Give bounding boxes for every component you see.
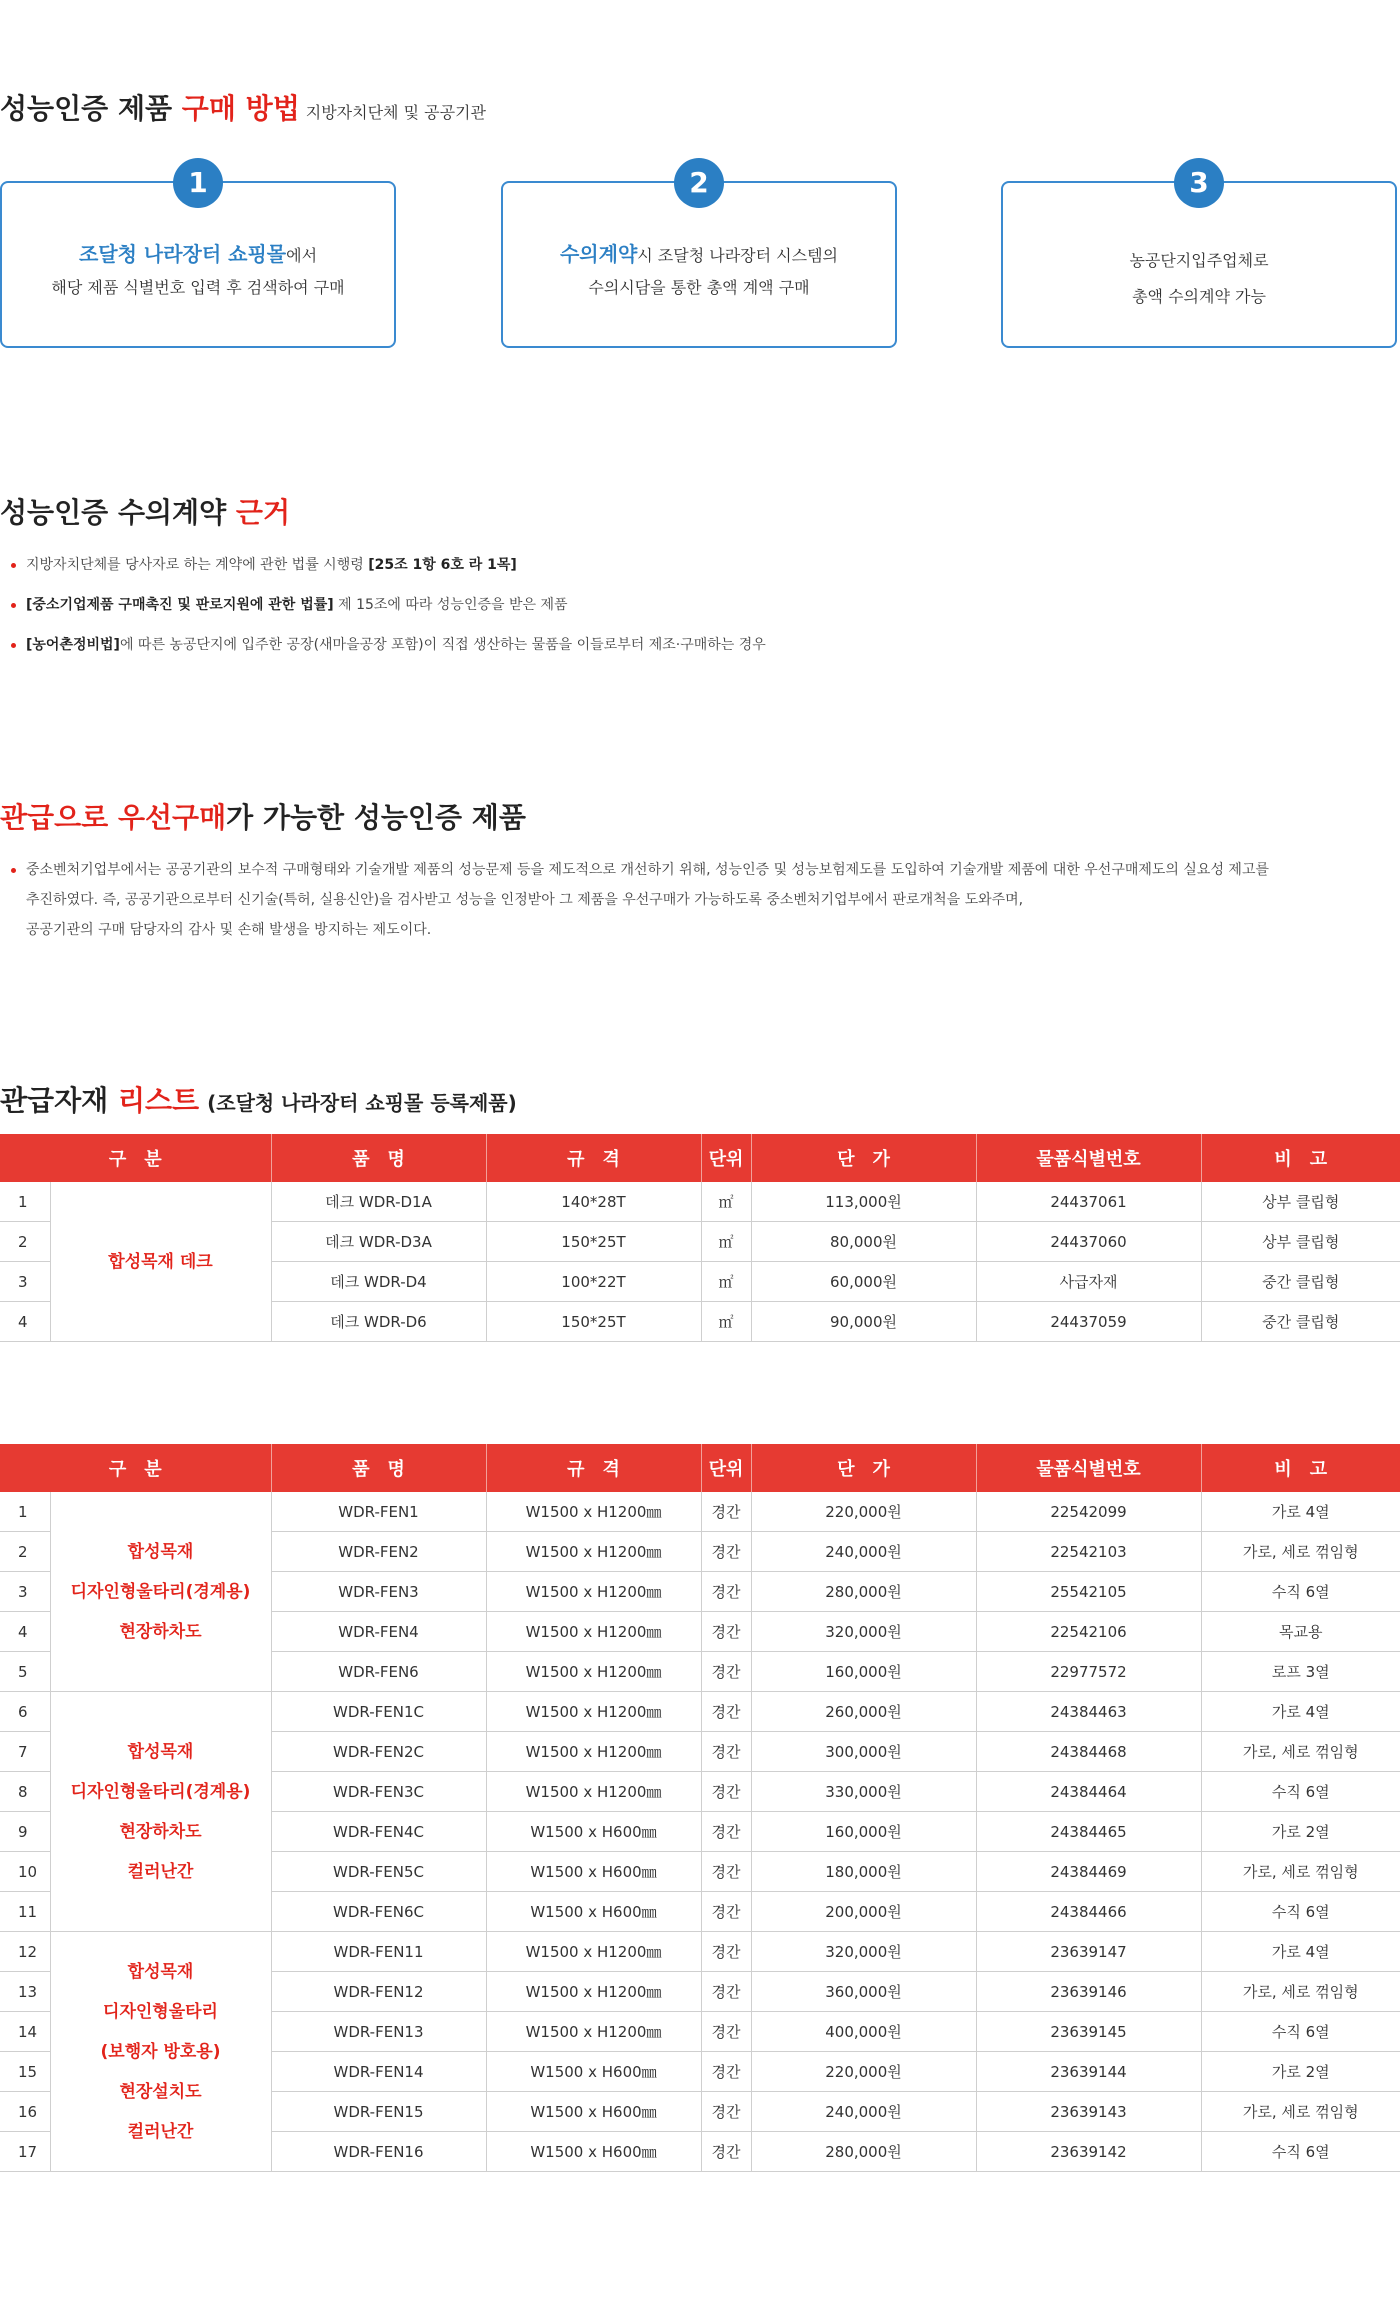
row-number: 17 xyxy=(0,2132,50,2172)
row-number: 10 xyxy=(0,1852,50,1892)
row-number: 3 xyxy=(0,1572,50,1612)
product-name-cell: WDR-FEN1 xyxy=(271,1492,486,1532)
unit-cell: 경간 xyxy=(701,1932,751,1972)
price-cell: 60,000원 xyxy=(751,1262,976,1302)
step-highlight: 수의계약 xyxy=(559,242,638,266)
price-cell: 160,000원 xyxy=(751,1812,976,1852)
note-cell: 가로, 세로 꺾임형 xyxy=(1201,1852,1400,1892)
deck-price-table xyxy=(0,1134,1400,1342)
category-label-line: 디자인형울타리 xyxy=(103,2001,218,2022)
product-name-cell: 데크 WDR-D1A xyxy=(271,1182,486,1222)
note-cell: 상부 클립형 xyxy=(1201,1182,1400,1222)
note-cell: 로프 3열 xyxy=(1201,1652,1400,1692)
unit-cell: 경간 xyxy=(701,1812,751,1852)
note-cell: 가로 2열 xyxy=(1201,2052,1400,2092)
note-cell: 중간 클립형 xyxy=(1201,1302,1400,1342)
spec-cell: 100*22T xyxy=(486,1262,701,1302)
unit-cell: 경간 xyxy=(701,1732,751,1772)
column-header: 단위 xyxy=(701,1444,751,1492)
step-number-badge: 2 xyxy=(674,158,724,208)
price-cell: 360,000원 xyxy=(751,1972,976,2012)
unit-cell: 경간 xyxy=(701,1692,751,1732)
row-number: 2 xyxy=(0,1532,50,1572)
priority-purchase-description: 중소벤처기업부에서는 공공기관의 보수적 구매형태와 기술개발 제품의 성능문제 등을 제도적으로 개선하기 위해, 성능인증 및 성능보험제도를 도입하여 기술개발 제품에 대한 우선구매제도의 실요성 제고를 추진하였다. 즉, 공공기관으로부터 신기술(특허, 실용신안)을 검사받고 성능을 인정받아 그 제품을 우선구매가 가능하도록 중소벤처기업부에서 판로개척을 도와주며, 공공기관의 구매 담당자의 감사 및 손해 발생을 방지하는 제도이다. xyxy=(0,855,1400,945)
step-number-badge: 3 xyxy=(1174,158,1224,208)
product-name-cell: WDR-FEN2C xyxy=(271,1732,486,1772)
row-number: 16 xyxy=(0,2092,50,2132)
spec-cell: W1500 x H1200㎜ xyxy=(486,1612,701,1652)
item-id-cell: 24437060 xyxy=(976,1222,1201,1262)
item-id-cell: 23639147 xyxy=(976,1932,1201,1972)
item-id-cell: 사급자재 xyxy=(976,1262,1201,1302)
product-name-cell: WDR-FEN13 xyxy=(271,2012,486,2052)
unit-cell: ㎡ xyxy=(701,1262,751,1302)
spec-cell: W1500 x H600㎜ xyxy=(486,1852,701,1892)
fence-price-table xyxy=(0,1444,1400,2172)
note-cell: 가로, 세로 꺾임형 xyxy=(1201,1532,1400,1572)
category-cell xyxy=(50,1932,271,2172)
product-name-cell: WDR-FEN6 xyxy=(271,1652,486,1692)
table-row xyxy=(0,1492,1400,1532)
unit-cell: ㎡ xyxy=(701,1222,751,1262)
item-id-cell: 24384464 xyxy=(976,1772,1201,1812)
category-cell xyxy=(50,1182,271,1342)
item-id-cell: 23639145 xyxy=(976,2012,1201,2052)
item-id-cell: 25542105 xyxy=(976,1572,1201,1612)
category-label-line: 합성목재 xyxy=(127,1741,194,1762)
column-header: 규 격 xyxy=(486,1444,701,1492)
material-list-title: 관급자재 리스트 (조달청 나라장터 쇼핑몰 등록제품) xyxy=(0,1084,517,1117)
step-card-3 xyxy=(1001,166,1397,348)
note-cell: 수직 6열 xyxy=(1201,1892,1400,1932)
unit-cell: 경간 xyxy=(701,2052,751,2092)
row-number: 14 xyxy=(0,2012,50,2052)
category-label-line: 합성목재 데크 xyxy=(108,1251,213,1272)
item-id-cell: 24437061 xyxy=(976,1182,1201,1222)
note-cell: 가로 4열 xyxy=(1201,1492,1400,1532)
category-cell xyxy=(50,1692,271,1932)
unit-cell: 경간 xyxy=(701,2132,751,2172)
purchase-method-subtitle: 지방자치단체 및 공공기관 xyxy=(305,103,486,122)
row-number: 1 xyxy=(0,1492,50,1532)
note-cell: 가로, 세로 꺾임형 xyxy=(1201,2092,1400,2132)
column-header: 비 고 xyxy=(1201,1444,1400,1492)
item-id-cell: 23639143 xyxy=(976,2092,1201,2132)
note-cell: 목교용 xyxy=(1201,1612,1400,1652)
column-header: 단 가 xyxy=(751,1134,976,1182)
table-row xyxy=(0,1182,1400,1222)
column-header: 비 고 xyxy=(1201,1134,1400,1182)
note-cell: 수직 6열 xyxy=(1201,1572,1400,1612)
price-cell: 280,000원 xyxy=(751,2132,976,2172)
price-cell: 200,000원 xyxy=(751,1892,976,1932)
spec-cell: W1500 x H1200㎜ xyxy=(486,1932,701,1972)
item-id-cell: 22542106 xyxy=(976,1612,1201,1652)
unit-cell: 경간 xyxy=(701,1972,751,2012)
spec-cell: W1500 x H1200㎜ xyxy=(486,1532,701,1572)
spec-cell: W1500 x H1200㎜ xyxy=(486,1972,701,2012)
unit-cell: 경간 xyxy=(701,1852,751,1892)
contract-basis-title: 성능인증 수의계약 근거 xyxy=(0,496,290,529)
spec-cell: W1500 x H1200㎜ xyxy=(486,1692,701,1732)
table-header-row xyxy=(0,1444,1400,1492)
row-number: 11 xyxy=(0,1892,50,1932)
unit-cell: ㎡ xyxy=(701,1182,751,1222)
spec-cell: W1500 x H600㎜ xyxy=(486,1892,701,1932)
product-name-cell: WDR-FEN4 xyxy=(271,1612,486,1652)
price-cell: 113,000원 xyxy=(751,1182,976,1222)
product-name-cell: WDR-FEN6C xyxy=(271,1892,486,1932)
price-cell: 80,000원 xyxy=(751,1222,976,1262)
spec-cell: W1500 x H1200㎜ xyxy=(486,1772,701,1812)
item-id-cell: 23639146 xyxy=(976,1972,1201,2012)
product-name-cell: WDR-FEN3 xyxy=(271,1572,486,1612)
category-label-line: 디자인형울타리(경계용) xyxy=(70,1781,251,1802)
row-number: 5 xyxy=(0,1652,50,1692)
item-id-cell: 24437059 xyxy=(976,1302,1201,1342)
note-cell: 수직 6열 xyxy=(1201,2132,1400,2172)
product-name-cell: 데크 WDR-D3A xyxy=(271,1222,486,1262)
item-id-cell: 24384465 xyxy=(976,1812,1201,1852)
note-cell: 가로 2열 xyxy=(1201,1812,1400,1852)
row-number: 13 xyxy=(0,1972,50,2012)
spec-cell: W1500 x H1200㎜ xyxy=(486,1732,701,1772)
spec-cell: W1500 x H600㎜ xyxy=(486,1812,701,1852)
category-label-line: 디자인형울타리(경계용) xyxy=(70,1581,251,1602)
spec-cell: 140*28T xyxy=(486,1182,701,1222)
item-id-cell: 24384469 xyxy=(976,1852,1201,1892)
step-description: 수의계약시 조달청 나라장터 시스템의 수의시담을 통한 총액 계액 구매 xyxy=(559,242,838,297)
category-label-line: 현장하차도 xyxy=(119,1821,202,1842)
product-name-cell: WDR-FEN5C xyxy=(271,1852,486,1892)
spec-cell: 150*25T xyxy=(486,1302,701,1342)
product-name-cell: WDR-FEN15 xyxy=(271,2092,486,2132)
item-id-cell: 24384466 xyxy=(976,1892,1201,1932)
row-number: 7 xyxy=(0,1732,50,1772)
unit-cell: 경간 xyxy=(701,2092,751,2132)
unit-cell: 경간 xyxy=(701,2012,751,2052)
price-cell: 280,000원 xyxy=(751,1572,976,1612)
contract-basis-list xyxy=(0,555,1400,675)
unit-cell: 경간 xyxy=(701,1492,751,1532)
column-header: 물품식별번호 xyxy=(976,1134,1201,1182)
spec-cell: 150*25T xyxy=(486,1222,701,1262)
item-id-cell: 23639144 xyxy=(976,2052,1201,2092)
priority-purchase-title: 관급으로 우선구매가 가능한 성능인증 제품 xyxy=(0,801,526,834)
product-name-cell: WDR-FEN4C xyxy=(271,1812,486,1852)
spec-cell: W1500 x H1200㎜ xyxy=(486,2012,701,2052)
spec-cell: W1500 x H1200㎜ xyxy=(486,1572,701,1612)
column-header: 물품식별번호 xyxy=(976,1444,1201,1492)
product-name-cell: WDR-FEN2 xyxy=(271,1532,486,1572)
list-item: [중소기업제품 구매촉진 및 판로지원에 관한 법률] 제 15조에 따라 성능인증을 받은 제품 xyxy=(0,595,1400,615)
column-header: 단위 xyxy=(701,1134,751,1182)
item-id-cell: 24384463 xyxy=(976,1692,1201,1732)
material-list-subtitle: (조달청 나라장터 쇼핑몰 등록제품) xyxy=(207,1091,517,1115)
unit-cell: 경간 xyxy=(701,1532,751,1572)
column-header: 단 가 xyxy=(751,1444,976,1492)
table-header-row xyxy=(0,1134,1400,1182)
product-name-cell: WDR-FEN3C xyxy=(271,1772,486,1812)
row-number: 3 xyxy=(0,1262,50,1302)
product-name-cell: 데크 WDR-D6 xyxy=(271,1302,486,1342)
column-header: 구 분 xyxy=(0,1444,271,1492)
product-name-cell: WDR-FEN14 xyxy=(271,2052,486,2092)
row-number: 8 xyxy=(0,1772,50,1812)
unit-cell: 경간 xyxy=(701,1892,751,1932)
product-name-cell: 데크 WDR-D4 xyxy=(271,1262,486,1302)
price-cell: 180,000원 xyxy=(751,1852,976,1892)
product-name-cell: WDR-FEN11 xyxy=(271,1932,486,1972)
category-label-line: 합성목재 xyxy=(127,1541,194,1562)
row-number: 4 xyxy=(0,1302,50,1342)
column-header: 품 명 xyxy=(271,1134,486,1182)
note-cell: 수직 6열 xyxy=(1201,2012,1400,2052)
unit-cell: 경간 xyxy=(701,1572,751,1612)
column-header: 품 명 xyxy=(271,1444,486,1492)
unit-cell: 경간 xyxy=(701,1652,751,1692)
item-id-cell: 24384468 xyxy=(976,1732,1201,1772)
price-cell: 330,000원 xyxy=(751,1772,976,1812)
spec-cell: W1500 x H1200㎜ xyxy=(486,1492,701,1532)
step-card-2 xyxy=(501,166,897,348)
category-label-line: 컬러난간 xyxy=(127,2121,194,2142)
product-name-cell: WDR-FEN1C xyxy=(271,1692,486,1732)
purchase-method-title: 성능인증 제품 구매 방법 지방자치단체 및 공공기관 xyxy=(0,92,486,125)
category-cell xyxy=(50,1492,271,1692)
price-cell: 240,000원 xyxy=(751,2092,976,2132)
category-label-line: 합성목재 xyxy=(127,1961,194,1982)
note-cell: 상부 클립형 xyxy=(1201,1222,1400,1262)
category-label-line: (보행자 방호용) xyxy=(100,2041,221,2062)
price-cell: 320,000원 xyxy=(751,1932,976,1972)
price-cell: 240,000원 xyxy=(751,1532,976,1572)
note-cell: 수직 6열 xyxy=(1201,1772,1400,1812)
category-label-line: 컬러난간 xyxy=(127,1861,194,1882)
item-id-cell: 23639142 xyxy=(976,2132,1201,2172)
price-cell: 320,000원 xyxy=(751,1612,976,1652)
price-cell: 220,000원 xyxy=(751,2052,976,2092)
note-cell: 중간 클립형 xyxy=(1201,1262,1400,1302)
price-cell: 260,000원 xyxy=(751,1692,976,1732)
spec-cell: W1500 x H600㎜ xyxy=(486,2092,701,2132)
row-number: 9 xyxy=(0,1812,50,1852)
note-cell: 가로 4열 xyxy=(1201,1692,1400,1732)
row-number: 12 xyxy=(0,1932,50,1972)
spec-cell: W1500 x H1200㎜ xyxy=(486,1652,701,1692)
row-number: 15 xyxy=(0,2052,50,2092)
row-number: 2 xyxy=(0,1222,50,1262)
note-cell: 가로 4열 xyxy=(1201,1932,1400,1972)
row-number: 6 xyxy=(0,1692,50,1732)
category-label-line: 현장설치도 xyxy=(119,2081,202,2102)
price-cell: 300,000원 xyxy=(751,1732,976,1772)
step-highlight: 조달청 나라장터 쇼핑몰 xyxy=(78,242,287,266)
spec-cell: W1500 x H600㎜ xyxy=(486,2132,701,2172)
price-cell: 90,000원 xyxy=(751,1302,976,1342)
note-cell: 가로, 세로 꺾임형 xyxy=(1201,1732,1400,1772)
column-header: 규 격 xyxy=(486,1134,701,1182)
price-cell: 220,000원 xyxy=(751,1492,976,1532)
table-row xyxy=(0,1932,1400,1972)
note-cell: 가로, 세로 꺾임형 xyxy=(1201,1972,1400,2012)
unit-cell: 경간 xyxy=(701,1772,751,1812)
list-item: 지방자치단체를 당사자로 하는 계약에 관한 법률 시행령 [25조 1항 6호 라 1목] xyxy=(0,555,1400,575)
price-cell: 160,000원 xyxy=(751,1652,976,1692)
step-card-1 xyxy=(0,166,396,348)
step-number-badge: 1 xyxy=(173,158,223,208)
item-id-cell: 22977572 xyxy=(976,1652,1201,1692)
product-name-cell: WDR-FEN16 xyxy=(271,2132,486,2172)
product-name-cell: WDR-FEN12 xyxy=(271,1972,486,2012)
step-description: 조달청 나라장터 쇼핑몰에서 해당 제품 식별번호 입력 후 검색하여 구매 xyxy=(51,242,345,297)
row-number: 4 xyxy=(0,1612,50,1652)
unit-cell: ㎡ xyxy=(701,1302,751,1342)
step-description: 농공단지입주업체로 총액 수의계약 가능 xyxy=(1129,251,1269,306)
item-id-cell: 22542099 xyxy=(976,1492,1201,1532)
column-header: 구 분 xyxy=(0,1134,271,1182)
table-row xyxy=(0,1692,1400,1732)
row-number: 1 xyxy=(0,1182,50,1222)
price-cell: 400,000원 xyxy=(751,2012,976,2052)
spec-cell: W1500 x H600㎜ xyxy=(486,2052,701,2092)
unit-cell: 경간 xyxy=(701,1612,751,1652)
item-id-cell: 22542103 xyxy=(976,1532,1201,1572)
category-label-line: 현장하차도 xyxy=(119,1621,202,1642)
list-item: [농어촌정비법]에 따른 농공단지에 입주한 공장(새마을공장 포함)이 직접 생산하는 물품을 이들로부터 제조·구매하는 경우 xyxy=(0,635,1400,655)
